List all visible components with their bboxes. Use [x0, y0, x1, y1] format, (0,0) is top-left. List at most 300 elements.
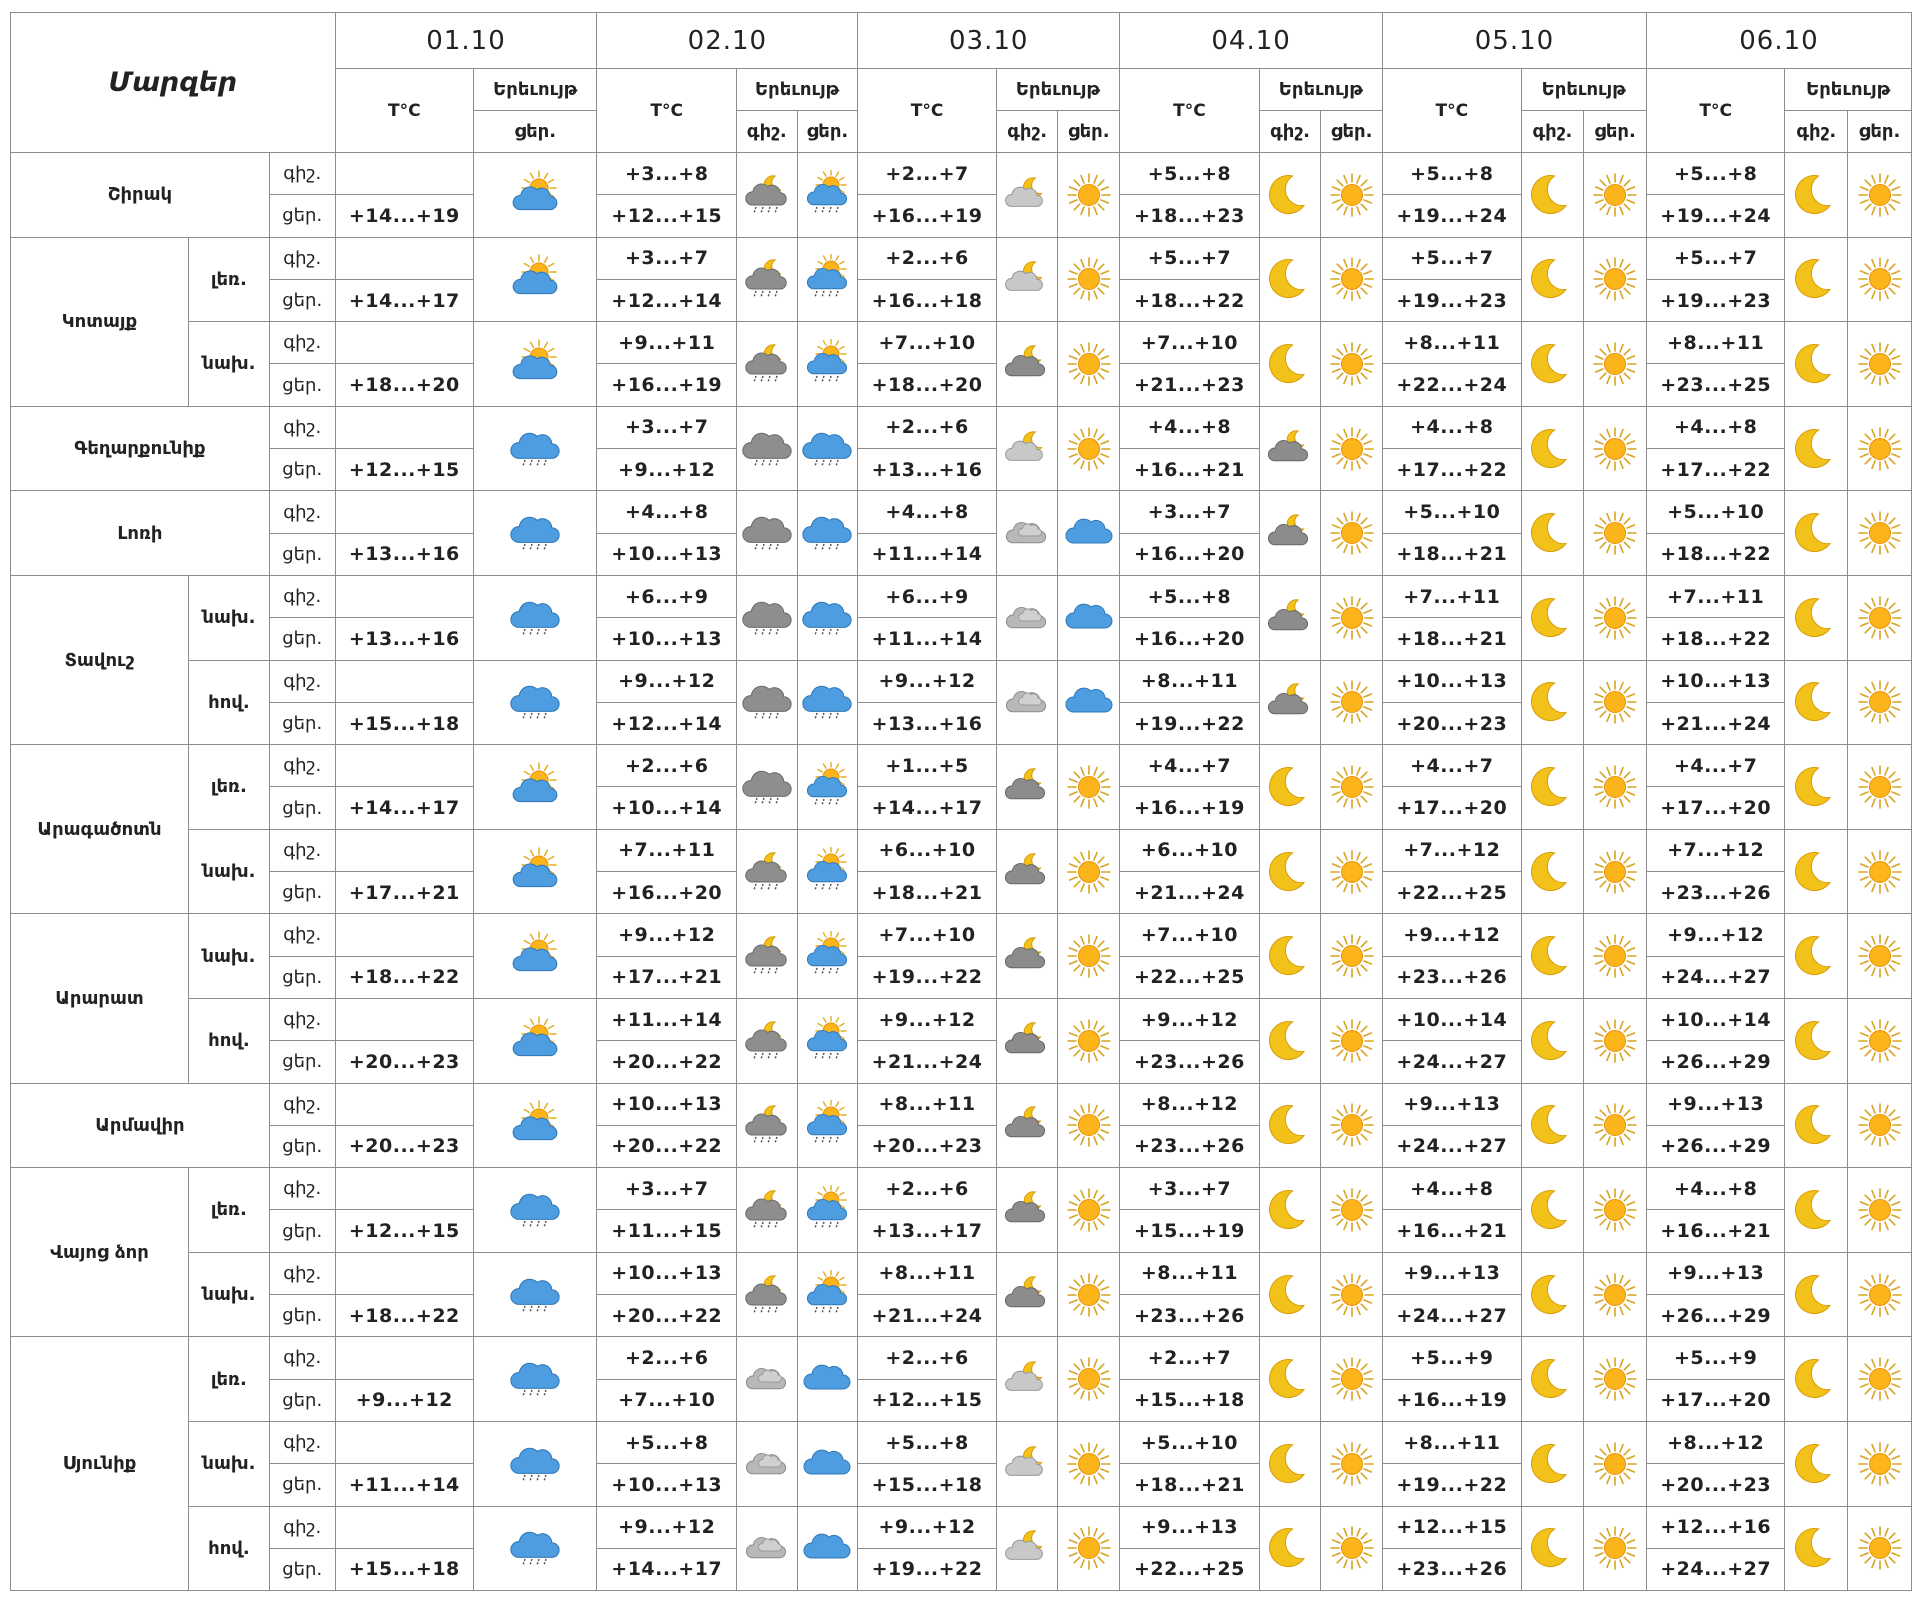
- day-phenomenon-cell: [1848, 491, 1912, 576]
- day-phenomenon-cell: [1584, 322, 1647, 407]
- moon-icon: [1527, 254, 1577, 304]
- sun-cloud-rain-icon: [802, 170, 852, 220]
- day-temp: +10...+13: [597, 1464, 737, 1506]
- sun-icon: [1590, 254, 1640, 304]
- partly-cloudy-sun-icon: [510, 762, 560, 812]
- day-temp: +11...+15: [597, 1210, 737, 1252]
- day-phenomenon-cell: [1058, 1421, 1120, 1506]
- night-temp: +10...+13: [597, 1083, 737, 1125]
- day-temp: +16...+21: [1646, 1210, 1785, 1252]
- day-phenomenon-cell: [1848, 1421, 1912, 1506]
- day-phenomenon-cell: [1058, 1252, 1120, 1337]
- night-temp: +2...+6: [858, 1168, 997, 1210]
- night-temp: +7...+11: [597, 829, 737, 871]
- night-temp: +5...+9: [1646, 1337, 1785, 1379]
- moon-icon: [1265, 847, 1315, 897]
- blue-cloud-icon: [1064, 593, 1114, 643]
- moon-icon: [1265, 931, 1315, 981]
- night-phenomenon-cell: [1521, 575, 1584, 660]
- day-phenomenon-cell: [1321, 745, 1383, 830]
- day-temp: +18...+21: [1120, 1464, 1260, 1506]
- day-temp: +15...+18: [335, 702, 474, 744]
- night-temp: +9...+12: [858, 660, 997, 702]
- row-night: [11, 1168, 1912, 1210]
- day-phenomenon-cell: [1848, 914, 1912, 999]
- night-temp: +2...+6: [858, 1337, 997, 1379]
- day-phenomenon-cell: [1584, 1421, 1647, 1506]
- night-phenomenon-cell: [1259, 491, 1321, 576]
- night-temp: [335, 1252, 474, 1294]
- grey-cloud-icon: [742, 1523, 792, 1573]
- sun-icon: [1064, 1523, 1114, 1573]
- night-phenomenon-cell: [1785, 1337, 1848, 1422]
- day-temp: +18...+22: [1646, 533, 1785, 575]
- row-night: [11, 1421, 1912, 1463]
- day-phenomenon-cell: [1584, 1252, 1647, 1337]
- cloudy-moon-rain-icon: [742, 1100, 792, 1150]
- sun-icon: [1855, 508, 1905, 558]
- night-phenomenon-cell: [996, 1252, 1058, 1337]
- night-phenomenon-cell: [996, 829, 1058, 914]
- day-temp: +24...+27: [1383, 1295, 1522, 1337]
- rain-cloud-icon: [510, 1270, 560, 1320]
- day-label: ցեր.: [269, 618, 335, 660]
- night-header: գիշ.: [736, 111, 797, 153]
- night-phenomenon-cell: [1259, 660, 1321, 745]
- night-label: գիշ.: [269, 1252, 335, 1294]
- day-phenomenon-cell: [1848, 745, 1912, 830]
- night-phenomenon-cell: [1785, 1252, 1848, 1337]
- night-temp: +1...+5: [858, 745, 997, 787]
- sun-cloud-rain-icon: [802, 1100, 852, 1150]
- regions-header: Մարզեր: [11, 13, 336, 153]
- day-temp: +16...+19: [597, 364, 737, 406]
- night-phenomenon-cell: [1521, 660, 1584, 745]
- night-phenomenon-cell: [1521, 745, 1584, 830]
- cloudy-moon-rain-icon: [742, 847, 792, 897]
- day-temp: +15...+18: [858, 1464, 997, 1506]
- phenomenon-cell: [474, 153, 597, 238]
- moon-icon: [1791, 508, 1841, 558]
- day-phenomenon-cell: [1584, 1168, 1647, 1253]
- sun-icon: [1855, 931, 1905, 981]
- sun-icon: [1327, 677, 1377, 727]
- night-phenomenon-cell: [736, 660, 797, 745]
- day-phenomenon-cell: [1321, 406, 1383, 491]
- sun-icon: [1327, 931, 1377, 981]
- day-temp: +11...+14: [858, 618, 997, 660]
- night-header: գիշ.: [1259, 111, 1321, 153]
- night-temp: +9...+12: [1120, 998, 1260, 1040]
- phenomenon-header: Երեւույթ: [996, 69, 1119, 111]
- day-temp: +16...+18: [858, 279, 997, 321]
- rain-cloud-icon: [510, 1185, 560, 1235]
- night-phenomenon-cell: [1521, 153, 1584, 238]
- day-temp: +11...+14: [335, 1464, 474, 1506]
- day-temp: +14...+17: [335, 787, 474, 829]
- night-phenomenon-cell: [736, 1337, 797, 1422]
- day-phenomenon-cell: [797, 575, 858, 660]
- night-phenomenon-cell: [996, 322, 1058, 407]
- temp-header: T°C: [1120, 69, 1260, 153]
- day-temp: +23...+26: [1120, 1041, 1260, 1083]
- sun-icon: [1855, 424, 1905, 474]
- day-phenomenon-cell: [1848, 153, 1912, 238]
- day-phenomenon-cell: [1321, 1083, 1383, 1168]
- phenomenon-cell: [474, 1421, 597, 1506]
- sun-cloud-rain-icon: [802, 762, 852, 812]
- night-phenomenon-cell: [1259, 1252, 1321, 1337]
- cloudy-moon-icon: [1002, 1354, 1052, 1404]
- night-temp: +8...+11: [1383, 1421, 1522, 1463]
- day-phenomenon-cell: [1584, 237, 1647, 322]
- night-temp: +7...+10: [1120, 322, 1260, 364]
- night-temp: +7...+10: [1120, 914, 1260, 956]
- night-temp: +8...+11: [858, 1252, 997, 1294]
- night-phenomenon-cell: [736, 575, 797, 660]
- cloudy-moon-rain-icon: [742, 931, 792, 981]
- sun-icon: [1855, 1100, 1905, 1150]
- night-phenomenon-cell: [1785, 1421, 1848, 1506]
- sun-icon: [1855, 1523, 1905, 1573]
- day-temp: +19...+23: [1646, 279, 1785, 321]
- day-temp: +16...+19: [1120, 787, 1260, 829]
- phenomenon-cell: [474, 745, 597, 830]
- day-phenomenon-cell: [1058, 1337, 1120, 1422]
- night-phenomenon-cell: [1785, 998, 1848, 1083]
- grey-rain-cloud-icon: [742, 762, 792, 812]
- day-temp: +18...+22: [335, 1295, 474, 1337]
- sun-cloud-rain-icon: [802, 931, 852, 981]
- temp-header: T°C: [858, 69, 997, 153]
- rain-cloud-icon: [510, 508, 560, 558]
- day-temp: +20...+22: [597, 1125, 737, 1167]
- night-temp: +7...+11: [1383, 575, 1522, 617]
- night-temp: +5...+8: [1646, 153, 1785, 195]
- moon-icon: [1265, 1016, 1315, 1066]
- night-phenomenon-cell: [1521, 237, 1584, 322]
- night-phenomenon-cell: [1259, 829, 1321, 914]
- phenomenon-header: Երեւույթ: [1521, 69, 1646, 111]
- day-temp: +24...+27: [1383, 1125, 1522, 1167]
- night-temp: +2...+6: [597, 745, 737, 787]
- rain-cloud-icon: [802, 677, 852, 727]
- date-header: 06.10: [1646, 13, 1911, 69]
- day-label: ցեր.: [269, 872, 335, 914]
- night-temp: +4...+7: [1383, 745, 1522, 787]
- date-header: 02.10: [597, 13, 858, 69]
- day-temp: +11...+14: [858, 533, 997, 575]
- moon-icon: [1791, 1185, 1841, 1235]
- night-phenomenon-cell: [1259, 1337, 1321, 1422]
- night-temp: +5...+8: [1383, 153, 1522, 195]
- phenomenon-cell: [474, 491, 597, 576]
- day-temp: +21...+24: [858, 1295, 997, 1337]
- day-temp: +23...+26: [1120, 1295, 1260, 1337]
- moon-icon: [1265, 170, 1315, 220]
- header-row-dates: [11, 13, 1912, 69]
- night-temp: +7...+10: [858, 322, 997, 364]
- day-temp: +16...+20: [597, 872, 737, 914]
- day-phenomenon-cell: [1058, 322, 1120, 407]
- rain-cloud-icon: [802, 593, 852, 643]
- sun-icon: [1590, 1523, 1640, 1573]
- day-phenomenon-cell: [1584, 998, 1647, 1083]
- night-label: գիշ.: [269, 914, 335, 956]
- day-temp: +13...+16: [335, 618, 474, 660]
- night-temp: +7...+12: [1383, 829, 1522, 871]
- day-phenomenon-cell: [1321, 660, 1383, 745]
- phenomenon-header: Երեւույթ: [736, 69, 857, 111]
- night-temp: +2...+6: [858, 406, 997, 448]
- night-temp: +4...+8: [858, 491, 997, 533]
- rain-cloud-icon: [510, 593, 560, 643]
- day-temp: +18...+21: [1383, 533, 1522, 575]
- sun-icon: [1590, 931, 1640, 981]
- day-label: ցեր.: [269, 702, 335, 744]
- day-temp: +23...+26: [1383, 956, 1522, 998]
- night-phenomenon-cell: [736, 1168, 797, 1253]
- day-phenomenon-cell: [1321, 1252, 1383, 1337]
- night-temp: [335, 153, 474, 195]
- cloudy-moon-rain-icon: [742, 1016, 792, 1066]
- night-temp: +8...+11: [858, 1083, 997, 1125]
- day-temp: +9...+12: [335, 1379, 474, 1421]
- sun-icon: [1064, 424, 1114, 474]
- day-temp: +26...+29: [1646, 1295, 1785, 1337]
- night-temp: +5...+10: [1120, 1421, 1260, 1463]
- partly-cloudy-sun-icon: [510, 931, 560, 981]
- day-temp: +18...+20: [858, 364, 997, 406]
- night-phenomenon-cell: [1259, 998, 1321, 1083]
- sun-icon: [1327, 1523, 1377, 1573]
- cloudy-moon-icon: [1002, 170, 1052, 220]
- night-phenomenon-cell: [736, 1421, 797, 1506]
- day-phenomenon-cell: [1321, 914, 1383, 999]
- day-phenomenon-cell: [1848, 406, 1912, 491]
- moon-icon: [1265, 1354, 1315, 1404]
- partly-cloudy-sun-icon: [510, 254, 560, 304]
- day-temp: +12...+15: [858, 1379, 997, 1421]
- day-header: ցեր.: [1848, 111, 1912, 153]
- night-temp: +5...+7: [1646, 237, 1785, 279]
- night-label: գիշ.: [269, 1168, 335, 1210]
- night-phenomenon-cell: [736, 1506, 797, 1591]
- day-temp: +23...+25: [1646, 364, 1785, 406]
- day-temp: +13...+16: [335, 533, 474, 575]
- sun-icon: [1327, 1439, 1377, 1489]
- phenomenon-cell: [474, 237, 597, 322]
- subregion-label: նախ.: [188, 829, 269, 914]
- sun-icon: [1327, 424, 1377, 474]
- night-temp: +5...+7: [1383, 237, 1522, 279]
- subregion-label: նախ.: [188, 575, 269, 660]
- night-temp: [335, 575, 474, 617]
- night-temp: +3...+7: [597, 1168, 737, 1210]
- moon-icon: [1265, 1270, 1315, 1320]
- night-temp: +2...+6: [597, 1337, 737, 1379]
- night-phenomenon-cell: [1521, 1506, 1584, 1591]
- subregion-label: լեռ.: [188, 237, 269, 322]
- day-temp: +17...+22: [1383, 449, 1522, 491]
- day-phenomenon-cell: [1058, 491, 1120, 576]
- sun-icon: [1064, 1354, 1114, 1404]
- moon-icon: [1265, 1185, 1315, 1235]
- day-temp: +15...+18: [1120, 1379, 1260, 1421]
- sun-cloud-rain-icon: [802, 1270, 852, 1320]
- sun-icon: [1855, 677, 1905, 727]
- sun-icon: [1590, 762, 1640, 812]
- day-label: ցեր.: [269, 1041, 335, 1083]
- sun-icon: [1855, 170, 1905, 220]
- sun-icon: [1590, 508, 1640, 558]
- sun-icon: [1855, 847, 1905, 897]
- rain-cloud-icon: [510, 677, 560, 727]
- day-phenomenon-cell: [1321, 1506, 1383, 1591]
- night-temp: +2...+7: [858, 153, 997, 195]
- night-temp: +9...+12: [597, 914, 737, 956]
- subregion-label: նախ.: [188, 1421, 269, 1506]
- dark-cloud-moon-icon: [1002, 847, 1052, 897]
- day-temp: +20...+22: [597, 1041, 737, 1083]
- day-phenomenon-cell: [797, 1252, 858, 1337]
- region-name: Շիրակ: [11, 153, 270, 238]
- night-label: գիշ.: [269, 1506, 335, 1548]
- day-phenomenon-cell: [1321, 1168, 1383, 1253]
- night-phenomenon-cell: [996, 914, 1058, 999]
- moon-icon: [1791, 762, 1841, 812]
- cloudy-moon-rain-icon: [742, 170, 792, 220]
- phenomenon-cell: [474, 322, 597, 407]
- night-phenomenon-cell: [1785, 491, 1848, 576]
- day-phenomenon-cell: [1584, 1083, 1647, 1168]
- sun-icon: [1064, 931, 1114, 981]
- day-phenomenon-cell: [1848, 660, 1912, 745]
- date-header: 04.10: [1120, 13, 1383, 69]
- night-temp: +3...+7: [597, 406, 737, 448]
- night-temp: +9...+11: [597, 322, 737, 364]
- night-temp: +4...+8: [1646, 1168, 1785, 1210]
- night-phenomenon-cell: [736, 998, 797, 1083]
- night-temp: [335, 406, 474, 448]
- moon-icon: [1265, 1523, 1315, 1573]
- day-phenomenon-cell: [1058, 237, 1120, 322]
- day-temp: +19...+22: [1383, 1464, 1522, 1506]
- day-phenomenon-cell: [1321, 829, 1383, 914]
- phenomenon-cell: [474, 914, 597, 999]
- night-phenomenon-cell: [1785, 1083, 1848, 1168]
- sun-icon: [1590, 847, 1640, 897]
- night-temp: +8...+11: [1120, 1252, 1260, 1294]
- day-temp: +20...+23: [1383, 702, 1522, 744]
- night-temp: +5...+10: [1383, 491, 1522, 533]
- day-temp: +18...+22: [335, 956, 474, 998]
- day-phenomenon-cell: [1848, 1168, 1912, 1253]
- night-phenomenon-cell: [736, 829, 797, 914]
- day-phenomenon-cell: [1848, 1506, 1912, 1591]
- day-label: ցեր.: [269, 956, 335, 998]
- day-temp: +20...+23: [335, 1041, 474, 1083]
- night-temp: +9...+12: [597, 660, 737, 702]
- night-phenomenon-cell: [1259, 406, 1321, 491]
- row-night: [11, 660, 1912, 702]
- night-temp: +7...+12: [1646, 829, 1785, 871]
- row-night: [11, 322, 1912, 364]
- subregion-label: նախ.: [188, 1252, 269, 1337]
- day-temp: +15...+19: [1120, 1210, 1260, 1252]
- night-phenomenon-cell: [1259, 1168, 1321, 1253]
- sun-icon: [1064, 847, 1114, 897]
- cloudy-moon-rain-icon: [742, 254, 792, 304]
- sun-icon: [1064, 254, 1114, 304]
- grey-cloud-icon: [742, 1354, 792, 1404]
- day-label: ցեր.: [269, 1464, 335, 1506]
- sun-icon: [1064, 1270, 1114, 1320]
- sun-icon: [1064, 1439, 1114, 1489]
- moon-icon: [1527, 339, 1577, 389]
- blue-cloud-icon: [802, 1439, 852, 1489]
- night-phenomenon-cell: [1521, 1252, 1584, 1337]
- day-phenomenon-cell: [1848, 1252, 1912, 1337]
- night-phenomenon-cell: [736, 491, 797, 576]
- night-phenomenon-cell: [1785, 153, 1848, 238]
- night-temp: +4...+8: [1383, 1168, 1522, 1210]
- day-phenomenon-cell: [1058, 914, 1120, 999]
- night-temp: +4...+8: [1120, 406, 1260, 448]
- sun-icon: [1327, 847, 1377, 897]
- sun-icon: [1327, 1100, 1377, 1150]
- row-night: [11, 829, 1912, 871]
- sun-icon: [1855, 1270, 1905, 1320]
- phenomenon-cell: [474, 575, 597, 660]
- sun-icon: [1327, 1354, 1377, 1404]
- day-temp: +10...+14: [597, 787, 737, 829]
- sun-icon: [1590, 424, 1640, 474]
- night-phenomenon-cell: [1259, 322, 1321, 407]
- row-night: [11, 745, 1912, 787]
- night-label: գիշ.: [269, 660, 335, 702]
- dark-cloud-moon-icon: [1002, 1270, 1052, 1320]
- day-phenomenon-cell: [797, 153, 858, 238]
- day-phenomenon-cell: [1584, 1506, 1647, 1591]
- day-phenomenon-cell: [1848, 1337, 1912, 1422]
- night-phenomenon-cell: [1785, 660, 1848, 745]
- sun-cloud-rain-icon: [802, 1016, 852, 1066]
- night-phenomenon-cell: [736, 237, 797, 322]
- day-temp: +16...+20: [1120, 618, 1260, 660]
- day-phenomenon-cell: [1321, 575, 1383, 660]
- day-temp: +16...+21: [1383, 1210, 1522, 1252]
- night-label: գիշ.: [269, 998, 335, 1040]
- night-temp: +4...+7: [1120, 745, 1260, 787]
- night-temp: +10...+13: [1646, 660, 1785, 702]
- cloudy-moon-rain-icon: [742, 339, 792, 389]
- night-phenomenon-cell: [736, 406, 797, 491]
- night-phenomenon-cell: [1259, 914, 1321, 999]
- phenomenon-cell: [474, 829, 597, 914]
- sun-cloud-rain-icon: [802, 847, 852, 897]
- night-phenomenon-cell: [1521, 1421, 1584, 1506]
- night-temp: +8...+11: [1383, 322, 1522, 364]
- phenomenon-header: Երեւույթ: [1259, 69, 1382, 111]
- moon-icon: [1791, 1523, 1841, 1573]
- moon-icon: [1527, 762, 1577, 812]
- night-temp: +5...+8: [858, 1421, 997, 1463]
- night-phenomenon-cell: [1785, 406, 1848, 491]
- day-label: ցեր.: [269, 279, 335, 321]
- night-label: գիշ.: [269, 829, 335, 871]
- dark-cloud-moon-icon: [1002, 762, 1052, 812]
